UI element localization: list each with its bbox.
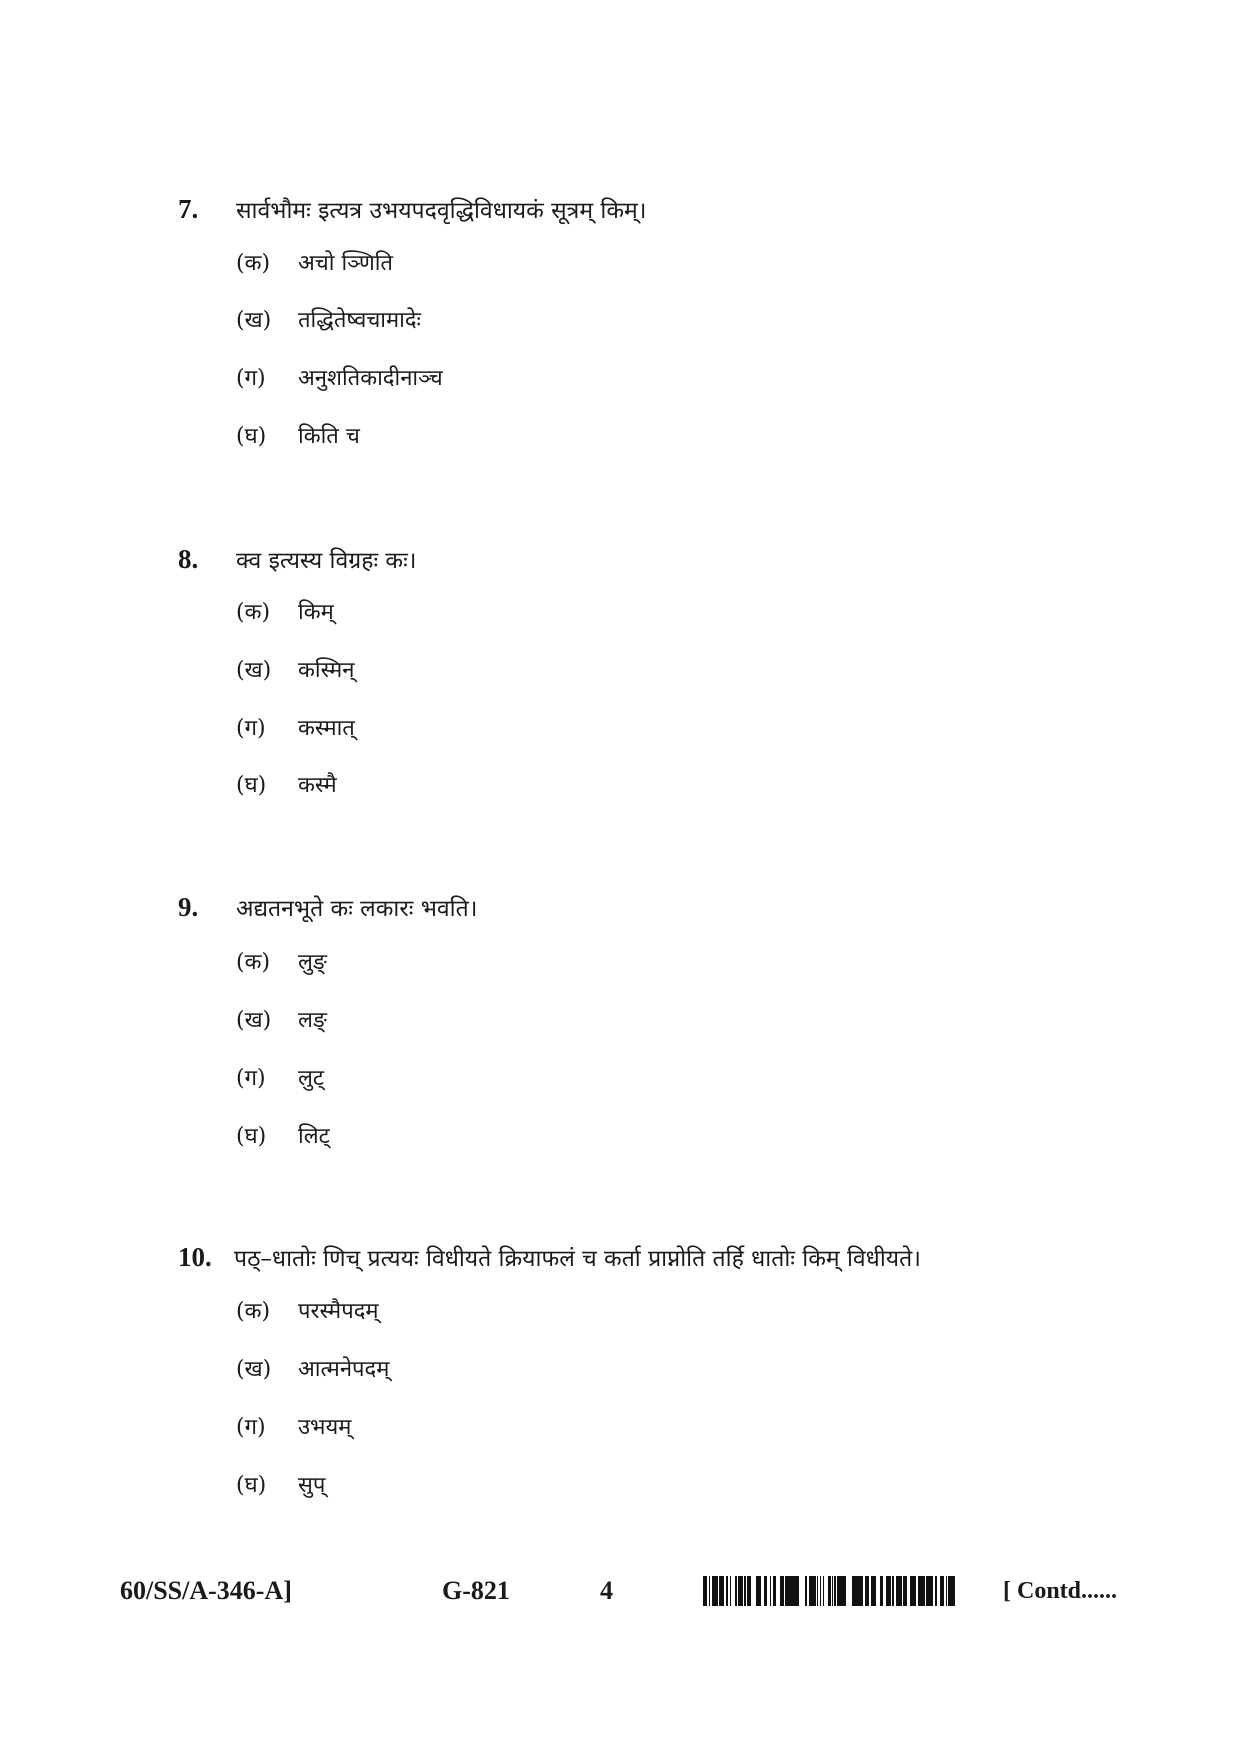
question-stem: [178, 1241, 1198, 1275]
option-text: आत्मनेपदम्: [298, 1357, 390, 1382]
option-gha: [236, 422, 360, 452]
option-text: तद्धितेष्वचामादेः: [298, 308, 421, 333]
option-label: (क): [236, 251, 271, 276]
option-label: (घ): [236, 424, 267, 449]
option-text: कस्मिन्: [298, 658, 355, 683]
question-text: सार्वभौमः इत्यत्र उभयपदवृद्धिविधायकं सूत्रम् किम्।: [236, 198, 647, 224]
option-label: (क): [236, 1299, 271, 1324]
page-footer: [0, 1574, 1241, 1624]
option-text: लङ्: [298, 1008, 327, 1033]
option-label: (ख): [236, 1357, 272, 1382]
question-9: [178, 891, 1198, 1149]
option-text: अनुशतिकादीनाञ्च: [298, 366, 443, 391]
option-label: (क): [236, 950, 271, 975]
option-text: किति च: [298, 424, 360, 449]
question-stem: [178, 891, 1198, 925]
option-gha: [236, 1471, 325, 1501]
option-ka: [236, 948, 327, 978]
option-kha: [236, 656, 355, 686]
option-kha: [236, 1006, 327, 1036]
option-ga: [236, 1064, 324, 1094]
question-text: क्व इत्यस्य विग्रहः कः।: [236, 548, 417, 574]
option-ga: [236, 364, 443, 394]
barcode: [703, 1576, 956, 1606]
option-kha: [236, 1355, 389, 1385]
option-text: अचो ञ्णिति: [298, 251, 393, 276]
option-text: लुट्: [298, 1066, 325, 1091]
page-number: 4: [600, 1576, 613, 1605]
continued-label: [ Contd......: [1003, 1578, 1118, 1604]
option-ka: [236, 598, 334, 628]
question-number: 10.: [178, 1242, 212, 1272]
question-number: 7.: [178, 194, 199, 224]
option-label: (घ): [236, 1473, 267, 1498]
option-text: लुङ्: [298, 950, 327, 975]
option-label: (ग): [236, 1066, 266, 1091]
option-label: (ख): [236, 308, 272, 333]
question-number: 8.: [178, 544, 199, 574]
paper-code: 60/SS/A-346-A]: [120, 1576, 292, 1605]
option-text: परस्मैपदम्: [298, 1299, 379, 1324]
option-ka: [236, 1297, 379, 1327]
option-label: (क): [236, 600, 271, 625]
option-label: (ग): [236, 716, 266, 741]
question-7: [178, 193, 1198, 449]
option-ga: [236, 1413, 351, 1443]
option-label: (घ): [236, 1124, 267, 1149]
option-label: (ग): [236, 366, 266, 391]
question-number: 9.: [178, 892, 199, 922]
option-text: कस्मात्: [298, 716, 355, 741]
option-label: (ख): [236, 658, 272, 683]
question-stem: [178, 193, 1198, 227]
option-text: सुप्: [298, 1473, 326, 1498]
option-text: कस्मै: [298, 773, 337, 798]
question-8: [178, 543, 1198, 798]
question-10: [178, 1241, 1198, 1498]
option-ga: [236, 714, 355, 744]
option-kha: [236, 306, 421, 336]
option-text: उभयम्: [298, 1415, 352, 1440]
option-label: (घ): [236, 773, 267, 798]
option-gha: [236, 771, 337, 801]
option-text: लिट्: [298, 1124, 330, 1149]
option-label: (ग): [236, 1415, 266, 1440]
option-text: किम्: [298, 600, 334, 625]
option-label: (ख): [236, 1008, 272, 1033]
question-text: पठ्–धातोः णिच् प्रत्ययः विधीयते क्रियाफलं च कर्ता प्राप्नोति तर्हि धातोः किम् विधीयते।: [234, 1246, 921, 1272]
option-gha: [236, 1122, 330, 1152]
series-code: G-821: [442, 1576, 510, 1605]
question-text: अद्यतनभूते कः लकारः भवति।: [236, 896, 478, 922]
question-stem: [178, 543, 1198, 577]
option-ka: [236, 249, 393, 279]
